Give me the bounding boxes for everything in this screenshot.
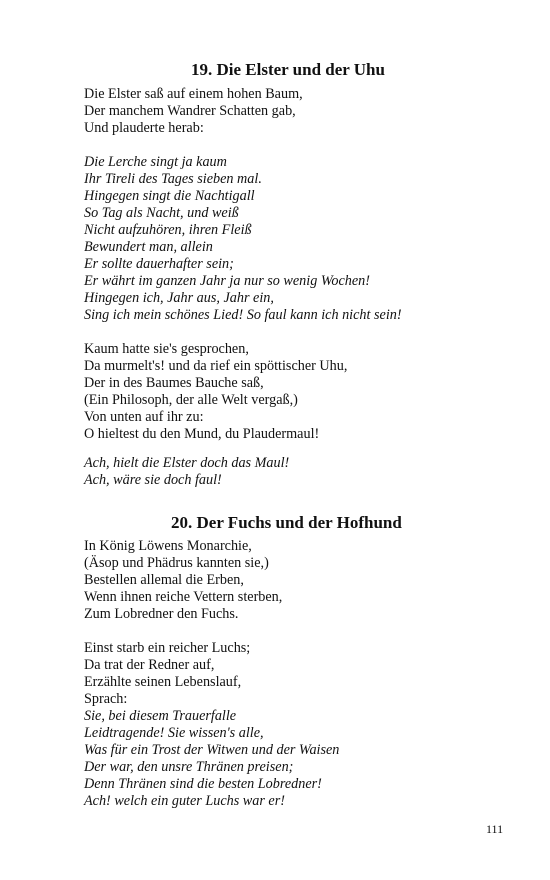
verse-line: Der in des Baumes Bauche saß,: [84, 375, 264, 391]
stanza: [84, 86, 303, 137]
verse-line: Ach, hielt die Elster doch das Maul!: [84, 455, 290, 471]
verse-line: Einst starb ein reicher Luchs;: [84, 640, 251, 656]
poem-title: 20. Der Fuchs und der Hofhund: [171, 513, 402, 532]
verse-line: Von unten auf ihr zu:: [84, 409, 204, 425]
verse-line: Zum Lobredner den Fuchs.: [84, 606, 239, 622]
verse-line: Bestellen allemal die Erben,: [84, 572, 244, 588]
verse-line: Nicht aufzuhören, ihren Fleiß: [84, 222, 252, 238]
verse-line: So Tag als Nacht, und weiß: [84, 205, 239, 221]
verse-line: Was für ein Trost der Witwen und der Waisen: [84, 742, 340, 758]
verse-line: Sing ich mein schönes Lied! So faul kann ich nicht sein!: [84, 307, 402, 323]
verse-line: Und plauderte herab:: [84, 120, 204, 136]
verse-line: Da trat der Redner auf,: [84, 657, 215, 673]
verse-line: (Äsop und Phädrus kannten sie,): [84, 555, 269, 571]
verse-line: Die Lerche singt ja kaum: [84, 154, 227, 170]
verse-line: Kaum hatte sie's gesprochen,: [84, 341, 249, 357]
verse-line: Erzählte seinen Lebenslauf,: [84, 674, 242, 690]
stanza: [84, 154, 402, 324]
stanza: [84, 708, 339, 810]
verse-line: Der manchem Wandrer Schatten gab,: [84, 103, 296, 119]
verse-line: Er währt im ganzen Jahr ja nur so wenig Wochen!: [84, 273, 370, 289]
verse-line: Sprach:: [84, 691, 128, 707]
verse-line: Wenn ihnen reiche Vettern sterben,: [84, 589, 283, 605]
poem-fuchs-hofhund: [84, 513, 524, 813]
verse-line: Die Elster saß auf einem hohen Baum,: [84, 86, 303, 102]
verse-line: (Ein Philosoph, der alle Welt vergaß,): [84, 392, 298, 408]
verse-line: Ihr Tireli des Tages sieben mal.: [84, 171, 262, 187]
verse-line: Denn Thränen sind die besten Lobredner!: [84, 776, 322, 792]
page-number: 111: [486, 822, 504, 836]
verse-line: Da murmelt's! und da rief ein spöttischer Uhu,: [84, 358, 348, 374]
poem-title: 19. Die Elster und der Uhu: [191, 60, 385, 79]
verse-line: O hieltest du den Mund, du Plaudermaul!: [84, 426, 320, 442]
verse-line: Der war, den unsre Thränen preisen;: [84, 759, 294, 775]
verse-line: In König Löwens Monarchie,: [84, 538, 252, 554]
verse-line: Hingegen ich, Jahr aus, Jahr ein,: [84, 290, 274, 306]
stanza: [84, 341, 347, 443]
verse-line: Bewundert man, allein: [84, 239, 213, 255]
verse-line: Ach, wäre sie doch faul!: [84, 472, 222, 488]
stanza: [84, 640, 250, 708]
stanza: [84, 538, 282, 623]
stanza: [84, 455, 289, 489]
verse-line: Hingegen singt die Nachtigall: [84, 188, 255, 204]
verse-line: Leidtragende! Sie wissen's alle,: [84, 725, 264, 741]
verse-line: Er sollte dauerhafter sein;: [84, 256, 234, 272]
verse-line: Sie, bei diesem Trauerfalle: [84, 708, 237, 724]
verse-line: Ach! welch ein guter Luchs war er!: [84, 793, 285, 809]
poem-elster-uhu: [84, 60, 524, 490]
